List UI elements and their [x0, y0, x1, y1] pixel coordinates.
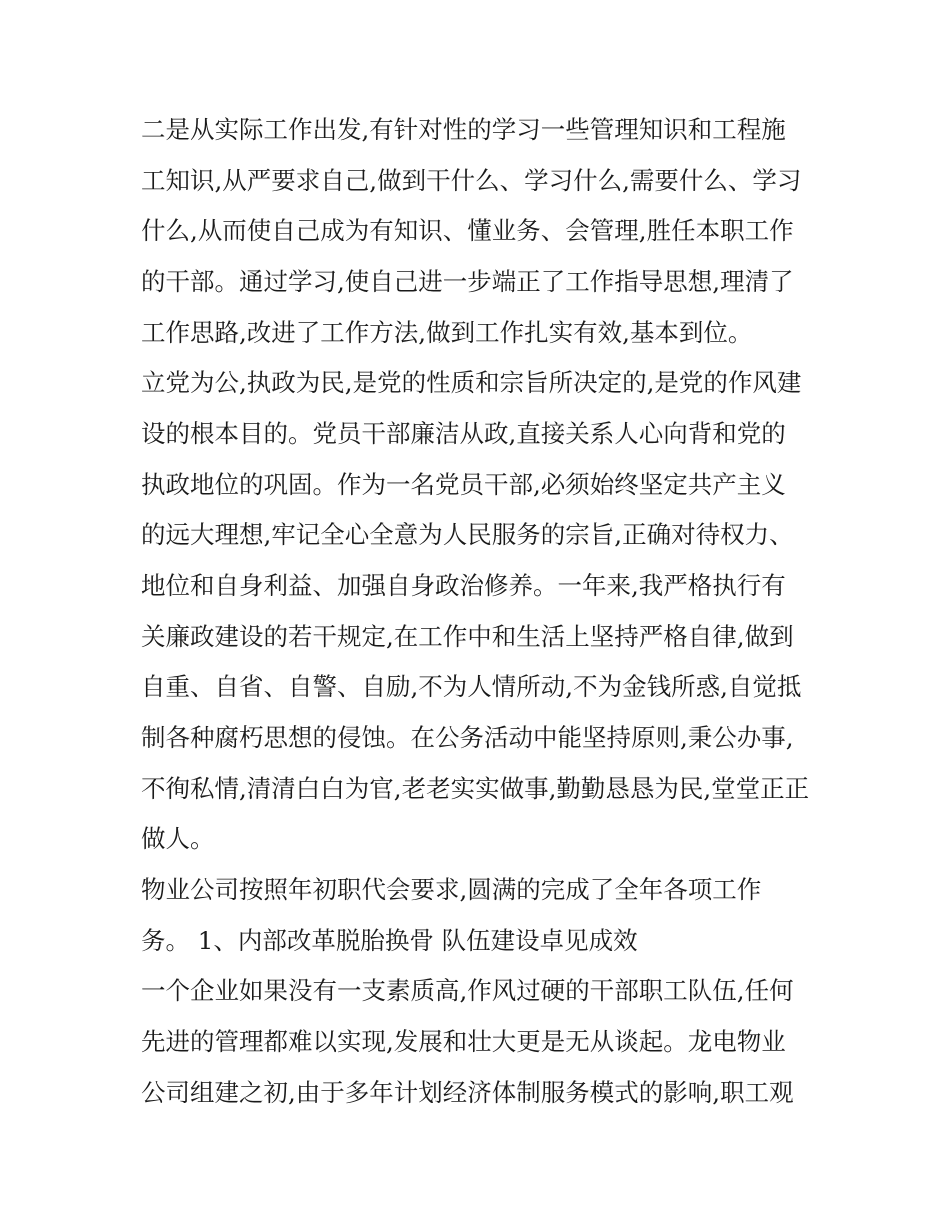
text-line: 什么,从而使自己成为有知识、懂业务、会管理,胜任本职工作 — [141, 216, 794, 245]
text-line: 自重、自省、自警、自励,不为人情所动,不为金钱所惑,自觉抵 — [141, 672, 802, 701]
text-line: 一个企业如果没有一支素质高,作风过硬的干部职工队伍,任何 — [141, 976, 794, 1005]
text-line: 关廉政建设的若干规定,在工作中和生活上坚持严格自律,做到 — [141, 622, 794, 651]
text-line: 工知识,从严要求自己,做到干什么、学习什么,需要什么、学习 — [141, 166, 802, 195]
text-line: 不徇私情,清清白白为官,老老实实做事,勤勤恳恳为民,堂堂正正 — [141, 774, 810, 803]
text-line: 物业公司按照年初职代会要求,圆满的完成了全年各项工作 — [141, 875, 762, 904]
text-line: 二是从实际工作出发,有针对性的学习一些管理知识和工程施 — [141, 115, 786, 144]
text-line: 公司组建之初,由于多年计划经济体制服务模式的影响,职工观 — [141, 1078, 794, 1107]
text-line: 先进的管理都难以实现,发展和壮大更是无从谈起。龙电物业 — [141, 1027, 786, 1056]
text-line: 的干部。通过学习,使自己进一步端正了工作指导思想,理清了 — [141, 267, 794, 296]
text-line: 设的根本目的。党员干部廉洁从政,直接关系人心向背和党的 — [141, 419, 786, 448]
text-line: 制各种腐朽思想的侵蚀。在公务活动中能坚持原则,秉公办事, — [141, 723, 794, 752]
text-line: 的远大理想,牢记全心全意为人民服务的宗旨,正确对待权力、 — [141, 520, 794, 549]
text-line: 务。 1、内部改革脱胎换骨 队伍建设卓见成效 — [141, 926, 638, 955]
text-line: 立党为公,执政为民,是党的性质和宗旨所决定的,是党的作风建 — [141, 368, 802, 397]
text-line: 地位和自身利益、加强自身政治修养。一年来,我严格执行有 — [141, 571, 786, 600]
text-line: 工作思路,改进了工作方法,做到工作扎实有效,基本到位。 — [141, 318, 753, 347]
text-line: 做人。 — [141, 824, 215, 853]
text-line: 执政地位的巩固。作为一名党员干部,必须始终坚定共产主义 — [141, 470, 786, 499]
